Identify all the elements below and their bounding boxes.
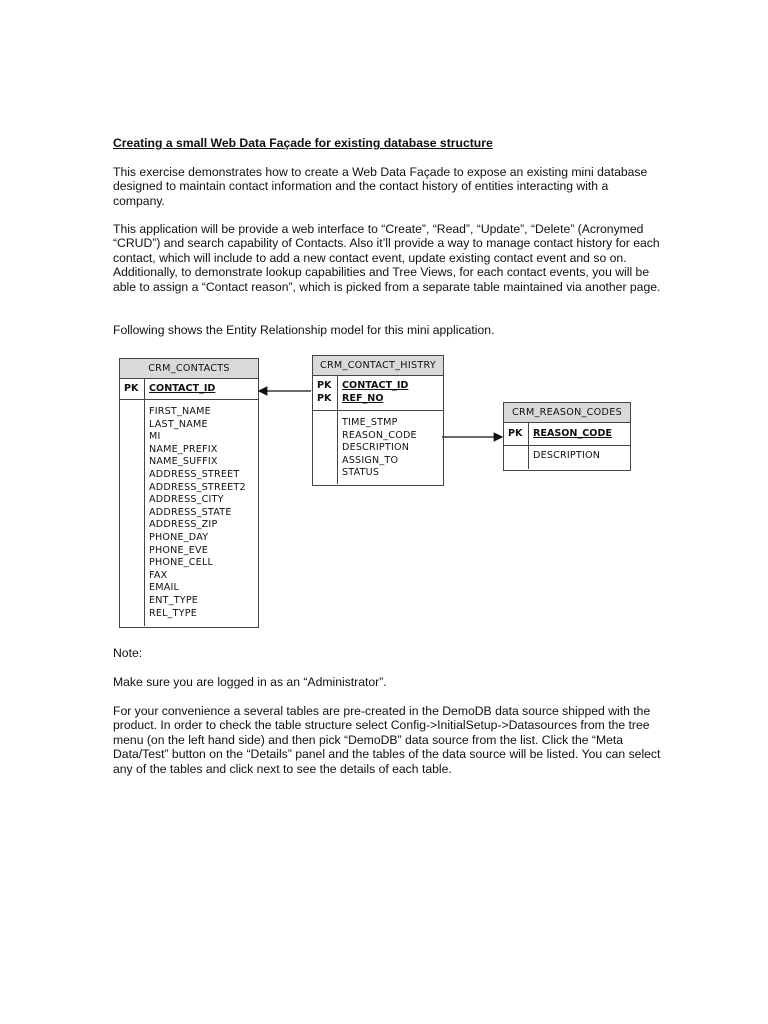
table-field: ENT_TYPE: [149, 594, 199, 606]
table-field: ADDRESS_STATE: [149, 506, 232, 518]
table-field: ADDRESS_ZIP: [149, 519, 218, 531]
crud-paragraph: This application will be provide a web interface to “Create”, “Read”, “Update”, “Delete” (Acronymed “CRUD”) and search capability of Contacts. Also it’ll provide a way to manage contact history for each contact, which will include to add a new contact event, update existing contact event and so on. Additionally, to demonstrate lookup capabilities and Tree Views, for each contact events, you will be able to assign a “Contact reason”, which is picked from a separate table maintained via another page.: [113, 222, 661, 294]
intro-paragraph: This exercise demonstrates how to create a Web Data Façade to expose an existing mini database designed to maintain contact information and the contact history of entities interacting with a company.: [113, 165, 648, 208]
table-field: NAME_SUFFIX: [149, 456, 218, 468]
table-field: NAME_PREFIX: [149, 443, 218, 455]
admin-paragraph: Make sure you are logged in as an “Administrator”.: [113, 675, 387, 689]
table-field: FAX: [149, 569, 168, 581]
table-field: REASON_CODE: [342, 429, 417, 441]
demodb-paragraph: For your convenience a several tables are pre-created in the DemoDB data source shipped with the product. In order to check the table structure select Config->InitialSetup->Datasources from the tree menu (on the left hand side) and then pick “DemoDB” data source from the list. Click the “Meta Data/Test” button on the “Details” panel and the tables of the data source will be listed. You can select any of the tables and click next to see the details of each table.: [113, 704, 661, 776]
table-field: STATUS: [342, 467, 380, 479]
table-field: MI: [149, 431, 161, 443]
key-field: CONTACT_ID: [149, 383, 216, 394]
pk-label: PK: [508, 428, 523, 439]
pk-label: PK: [124, 383, 139, 394]
table-field: PHONE_CELL: [149, 557, 214, 569]
pk-label: PK: [317, 380, 332, 391]
table-name: CRM_CONTACTS: [120, 359, 258, 379]
note-label: Note:: [113, 646, 143, 660]
table-field: ASSIGN_TO: [342, 454, 399, 466]
table-field: ADDRESS_STREET: [149, 468, 240, 480]
table-field: ADDRESS_CITY: [149, 494, 224, 506]
table-field: PHONE_DAY: [149, 531, 209, 543]
table-field: PHONE_EVE: [149, 544, 209, 556]
key-field: REASON_CODE: [533, 428, 612, 439]
erd-intro-paragraph: Following shows the Entity Relationship model for this mini application.: [113, 323, 495, 337]
table-field: FIRST_NAME: [149, 406, 211, 417]
document-title: Creating a small Web Data Façade for existing database structure: [113, 136, 493, 150]
key-field: REF_NO: [342, 393, 384, 404]
table-field: REL_TYPE: [149, 607, 198, 619]
table-name: CRM_CONTACT_HISTRY: [313, 356, 443, 376]
table-field: TIME_STMP: [342, 417, 398, 428]
key-field: CONTACT_ID: [342, 380, 409, 391]
table-field: ADDRESS_STREET2: [149, 481, 246, 493]
table-field: DESCRIPTION: [342, 442, 410, 454]
table-field: EMAIL: [149, 582, 180, 594]
table-name: CRM_REASON_CODES: [504, 403, 630, 423]
pk-label: PK: [317, 393, 332, 404]
table-field: LAST_NAME: [149, 418, 208, 430]
table-field: DESCRIPTION: [533, 450, 601, 461]
